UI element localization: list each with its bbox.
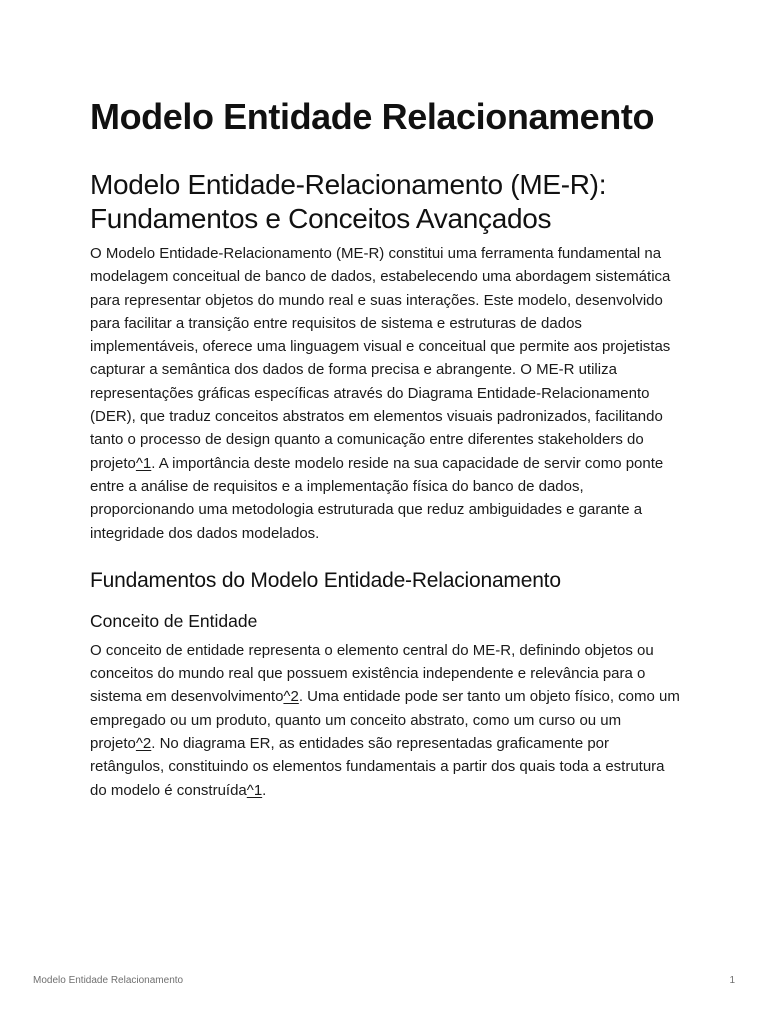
subsection-title: Fundamentos do Modelo Entidade-Relacionamento	[90, 568, 561, 592]
entity-heading: Conceito de Entidade	[90, 610, 258, 631]
entity-text-2: . Uma entidade pode ser tanto um objeto físico, como um empregado ou um produto, quanto um conceito abstrato, como um curso ou um projeto	[90, 688, 680, 753]
intro-text-2: . A importância deste modelo reside na sua capacidade de servir como ponte entre a análise de requisitos e a implementação física do banco de dados, proporcionando uma metodologia estruturada que reduz ambiguidades e garante a integridade dos dados modelados.	[90, 454, 664, 542]
footnote-link-1[interactable]: ^1	[135, 454, 152, 472]
page-number: 1	[729, 975, 735, 986]
entity-text-3: . No diagrama ER, as entidades são representadas graficamente por retângulos, constituindo os elementos fundamentais a partir dos quais toda a estrutura do modelo é construída	[90, 735, 665, 799]
document-title: Modelo Entidade Relacionamento	[90, 96, 655, 137]
intro-text-1: O Modelo Entidade-Relacionamento (ME-R) constitui uma ferramenta fundamental na modelagem conceitual de banco de dados, estabelecendo uma abordagem sistemática para representar objetos do mundo real e suas interações. Este modelo, desenvolvido para facilitar a transição entre requisitos de sistema e estruturas de dados implementáveis, oferece uma linguagem visual e conceitual que permite aos projetistas capturar a semântica dos dados de forma precisa e abrangente. O ME-R utiliza representações gráficas específicas através do Diagrama Entidade-Relacionamento (DER), que traduz conceitos abstratos em elementos visuais padronizados, facilitando tanto o processo de design quanto a comunicação entre diferentes stakeholders do projeto	[90, 245, 671, 472]
footnote-link-2[interactable]: ^2	[283, 688, 299, 706]
footnote-link-2b[interactable]: ^2	[135, 735, 152, 753]
section-title: Modelo Entidade-Relacionamento (ME-R): Fundamentos e Conceitos Avançados	[90, 169, 607, 234]
footer-title: Modelo Entidade Relacionamento	[33, 975, 184, 986]
document-page	[90, 94, 680, 802]
entity-text-1: O conceito de entidade representa o elemento central do ME-R, definindo objetos ou conceitos do mundo real que possuem existência independente e relevância para o sistema em desenvolvimento	[90, 641, 654, 706]
intro-paragraph	[90, 242, 680, 545]
entity-text-4: .	[262, 781, 267, 799]
page-footer	[33, 975, 735, 989]
footnote-link-1b[interactable]: ^1	[246, 781, 263, 799]
entity-paragraph	[90, 639, 680, 802]
